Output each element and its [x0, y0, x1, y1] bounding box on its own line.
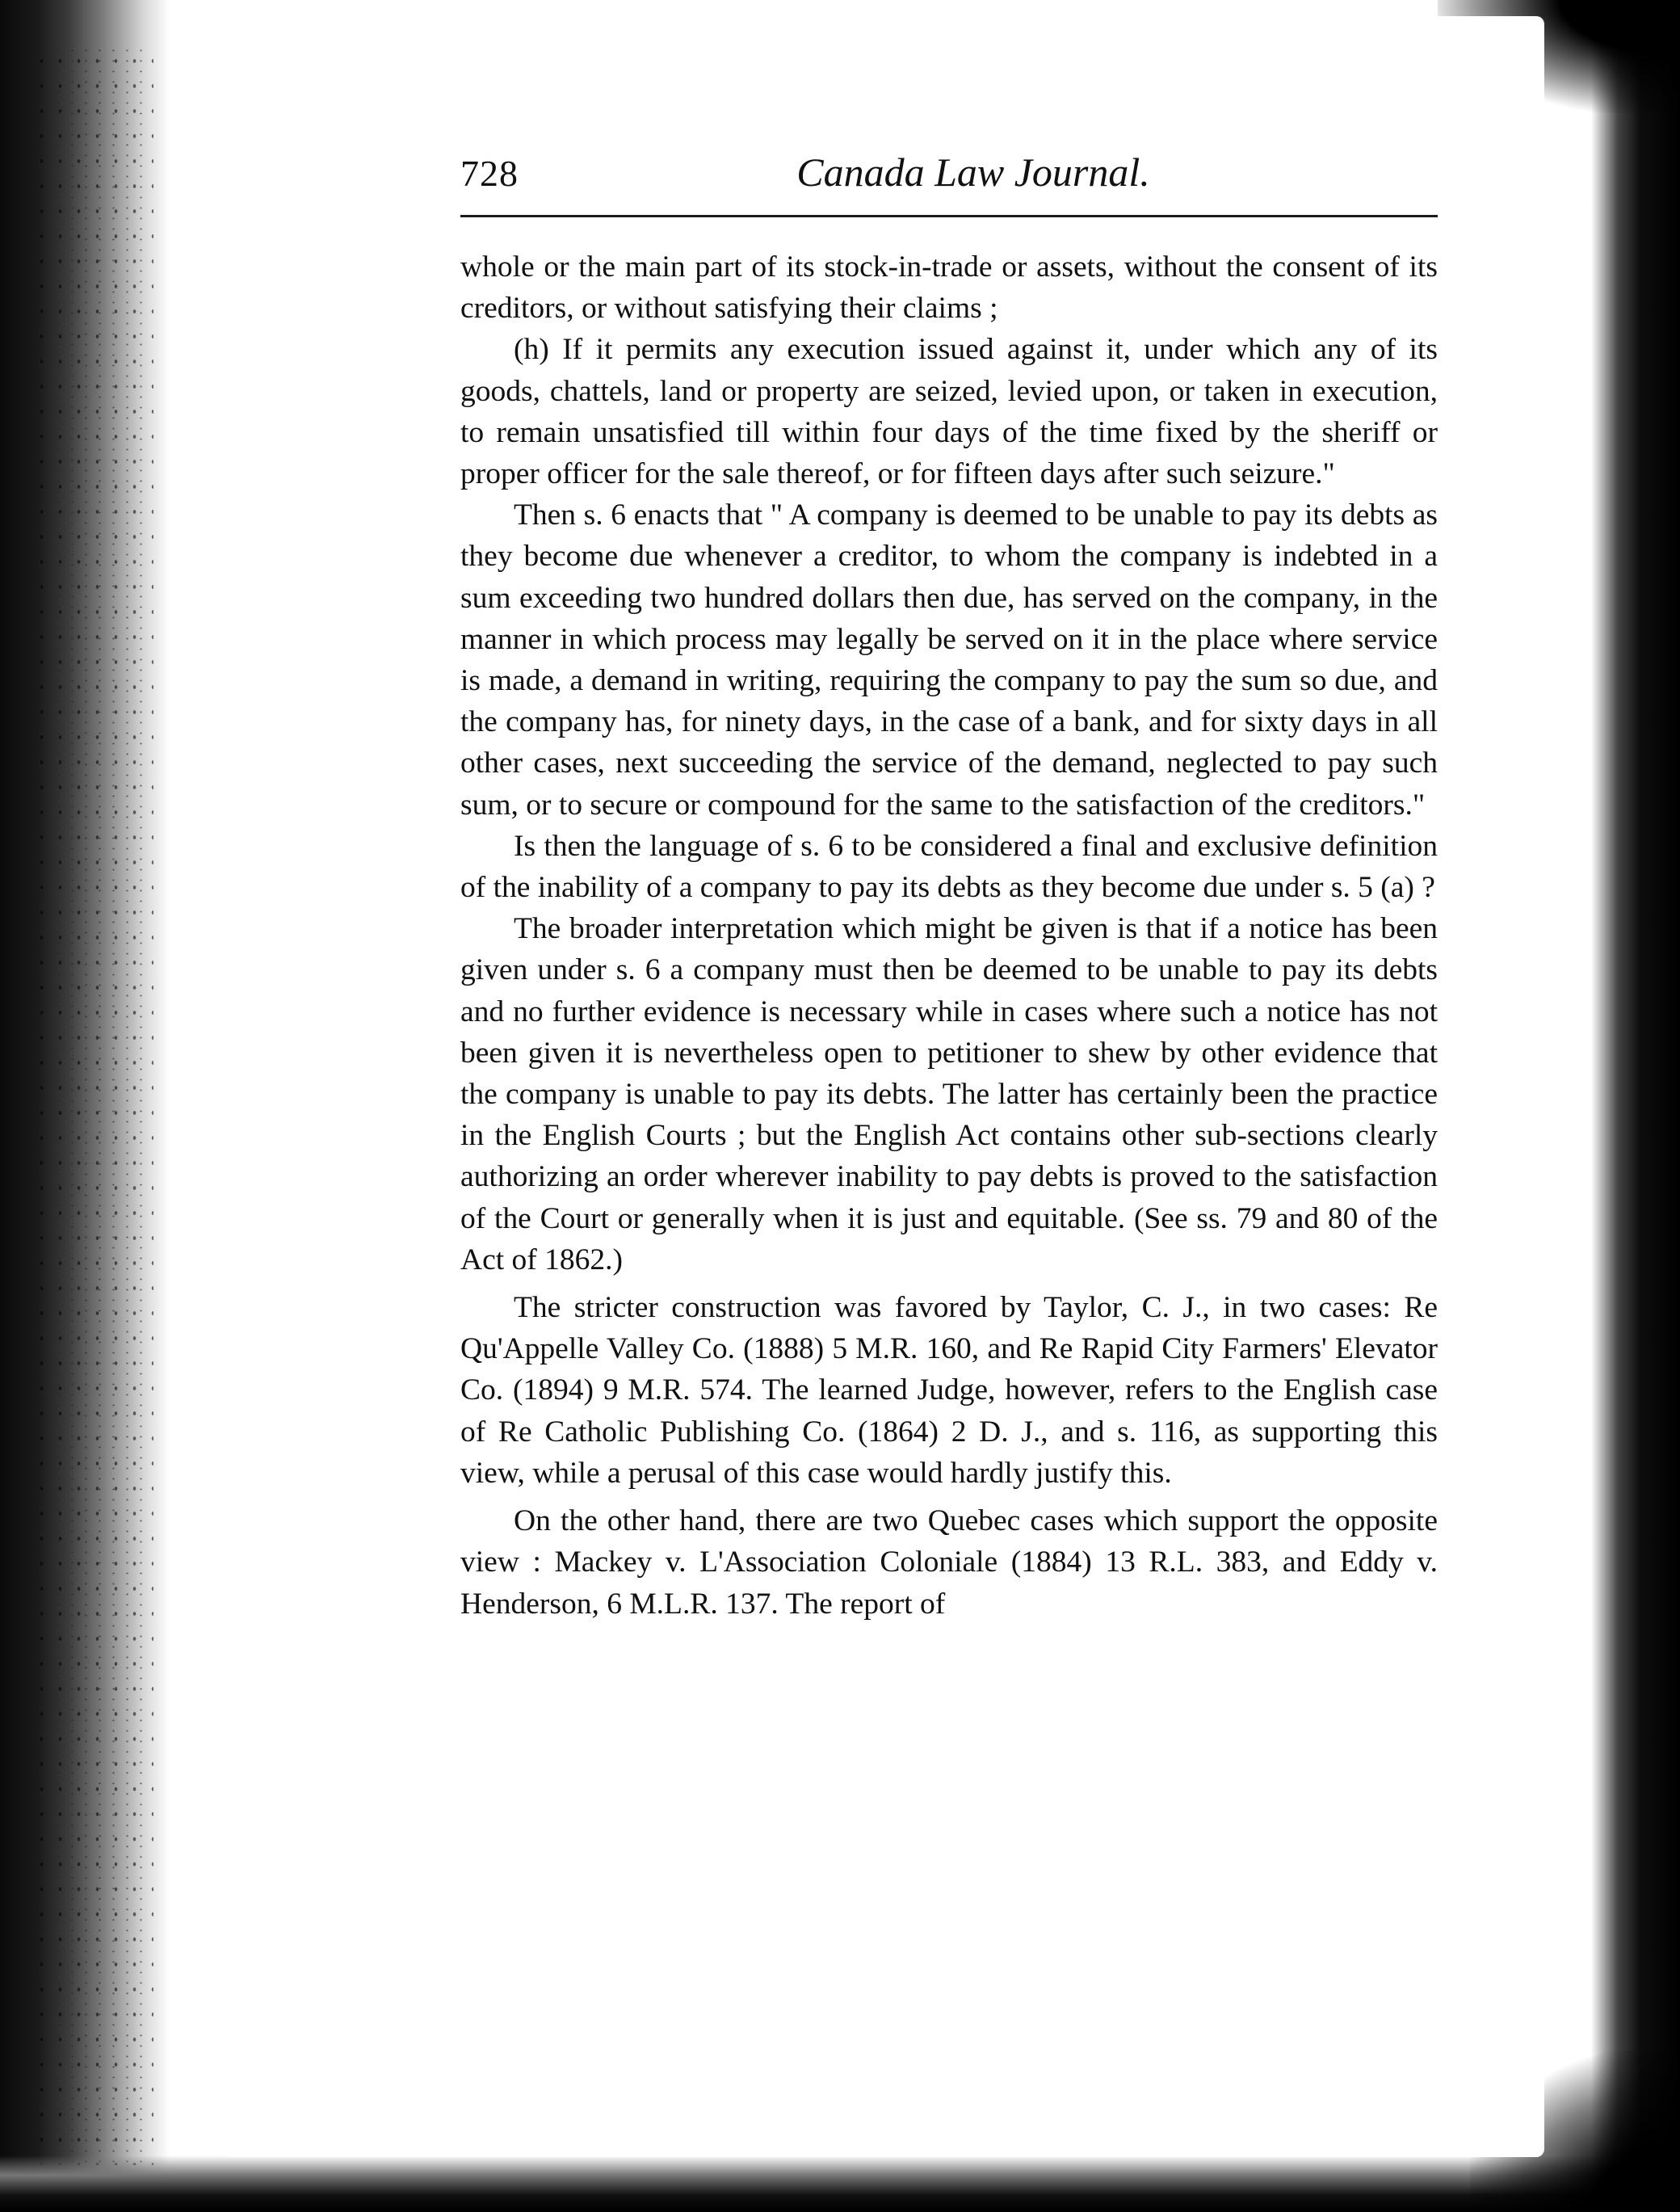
paragraph: The stricter construction was favored by Taylor, C. J., in two cases: Re Qu'Appelle Valley Co. (1888) 5 M.R. 160, and Re Rapid City Farmers' Elevator Co. (1894) 9 M.R. 574. The learned Judge, however, refers to the English case of Re Catholic Publishing Co. (1864) 2 D. J., and s. 116, as supporting this view, while a perusal of this case would hardly justify this. [460, 1291, 1438, 1490]
page-content [460, 145, 1438, 1625]
paragraph: Then s. 6 enacts that " A company is deemed to be unable to pay its debts as they become due whenever a creditor, to whom the company is indebted in a sum exceeding two hundred dollars then due, has served on the company, in the manner in which process may legally be served on it in the place where service is made, a demand in writing, requiring the company to pay the sum so due, and the company has, for ninety days, in the case of a bank, and for sixty days in all other cases, next succeeding the service of the demand, neglected to pay such sum, or to secure or compound for the same to the satisfaction of the creditors." [460, 498, 1438, 822]
scan-right-edge [1591, 0, 1680, 2212]
scan-bottom-edge [0, 2155, 1680, 2212]
scan-left-speckle [32, 48, 153, 2165]
paragraph: The broader interpretation which might be given is that if a notice has been given under s. 6 a company must then be deemed to be unable to pay its debts and no further evidence is necessary while in cases where such a notice has not been given it is nevertheless open to petitioner to shew by other evidence that the company is unable to pay its debts. The latter has certainly been the practice in the English Courts ; but the English Act contains other sub-sections clearly authorizing an order wherever inability to pay debts is proved to the satisfaction of the Court or generally when it is just and equitable. (See ss. 79 and 80 of the Act of 1862.) [460, 912, 1438, 1276]
running-header [460, 145, 1438, 212]
paragraph: On the other hand, there are two Quebec cases which support the opposite view : Mackey v. L'Association Coloniale (1884) 13 R.L. 383, and Eddy v. Henderson, 6 M.L.R. 137. The report of [460, 1504, 1438, 1621]
paragraph: whole or the main part of its stock-in-trade or assets, without the consent of its creditors, or without satisfying their claims ; [460, 250, 1438, 326]
journal-title: Canada Law Journal. [796, 149, 1150, 195]
body-text [460, 246, 1438, 1625]
page-number: 728 [460, 153, 519, 194]
paragraph: Is then the language of s. 6 to be considered a final and exclusive definition of the inability of a company to pay its debts as they become due under s. 5 (a) ? [460, 829, 1438, 905]
paragraph: (h) If it permits any execution issued against it, under which any of its goods, chattels, land or property are seized, levied upon, or taken in execution, to remain unsatisfied till within four days of the time fixed by the sheriff or proper officer for the sale thereof, or for fifteen days after such seizure." [460, 333, 1438, 491]
header-rule [460, 215, 1438, 217]
